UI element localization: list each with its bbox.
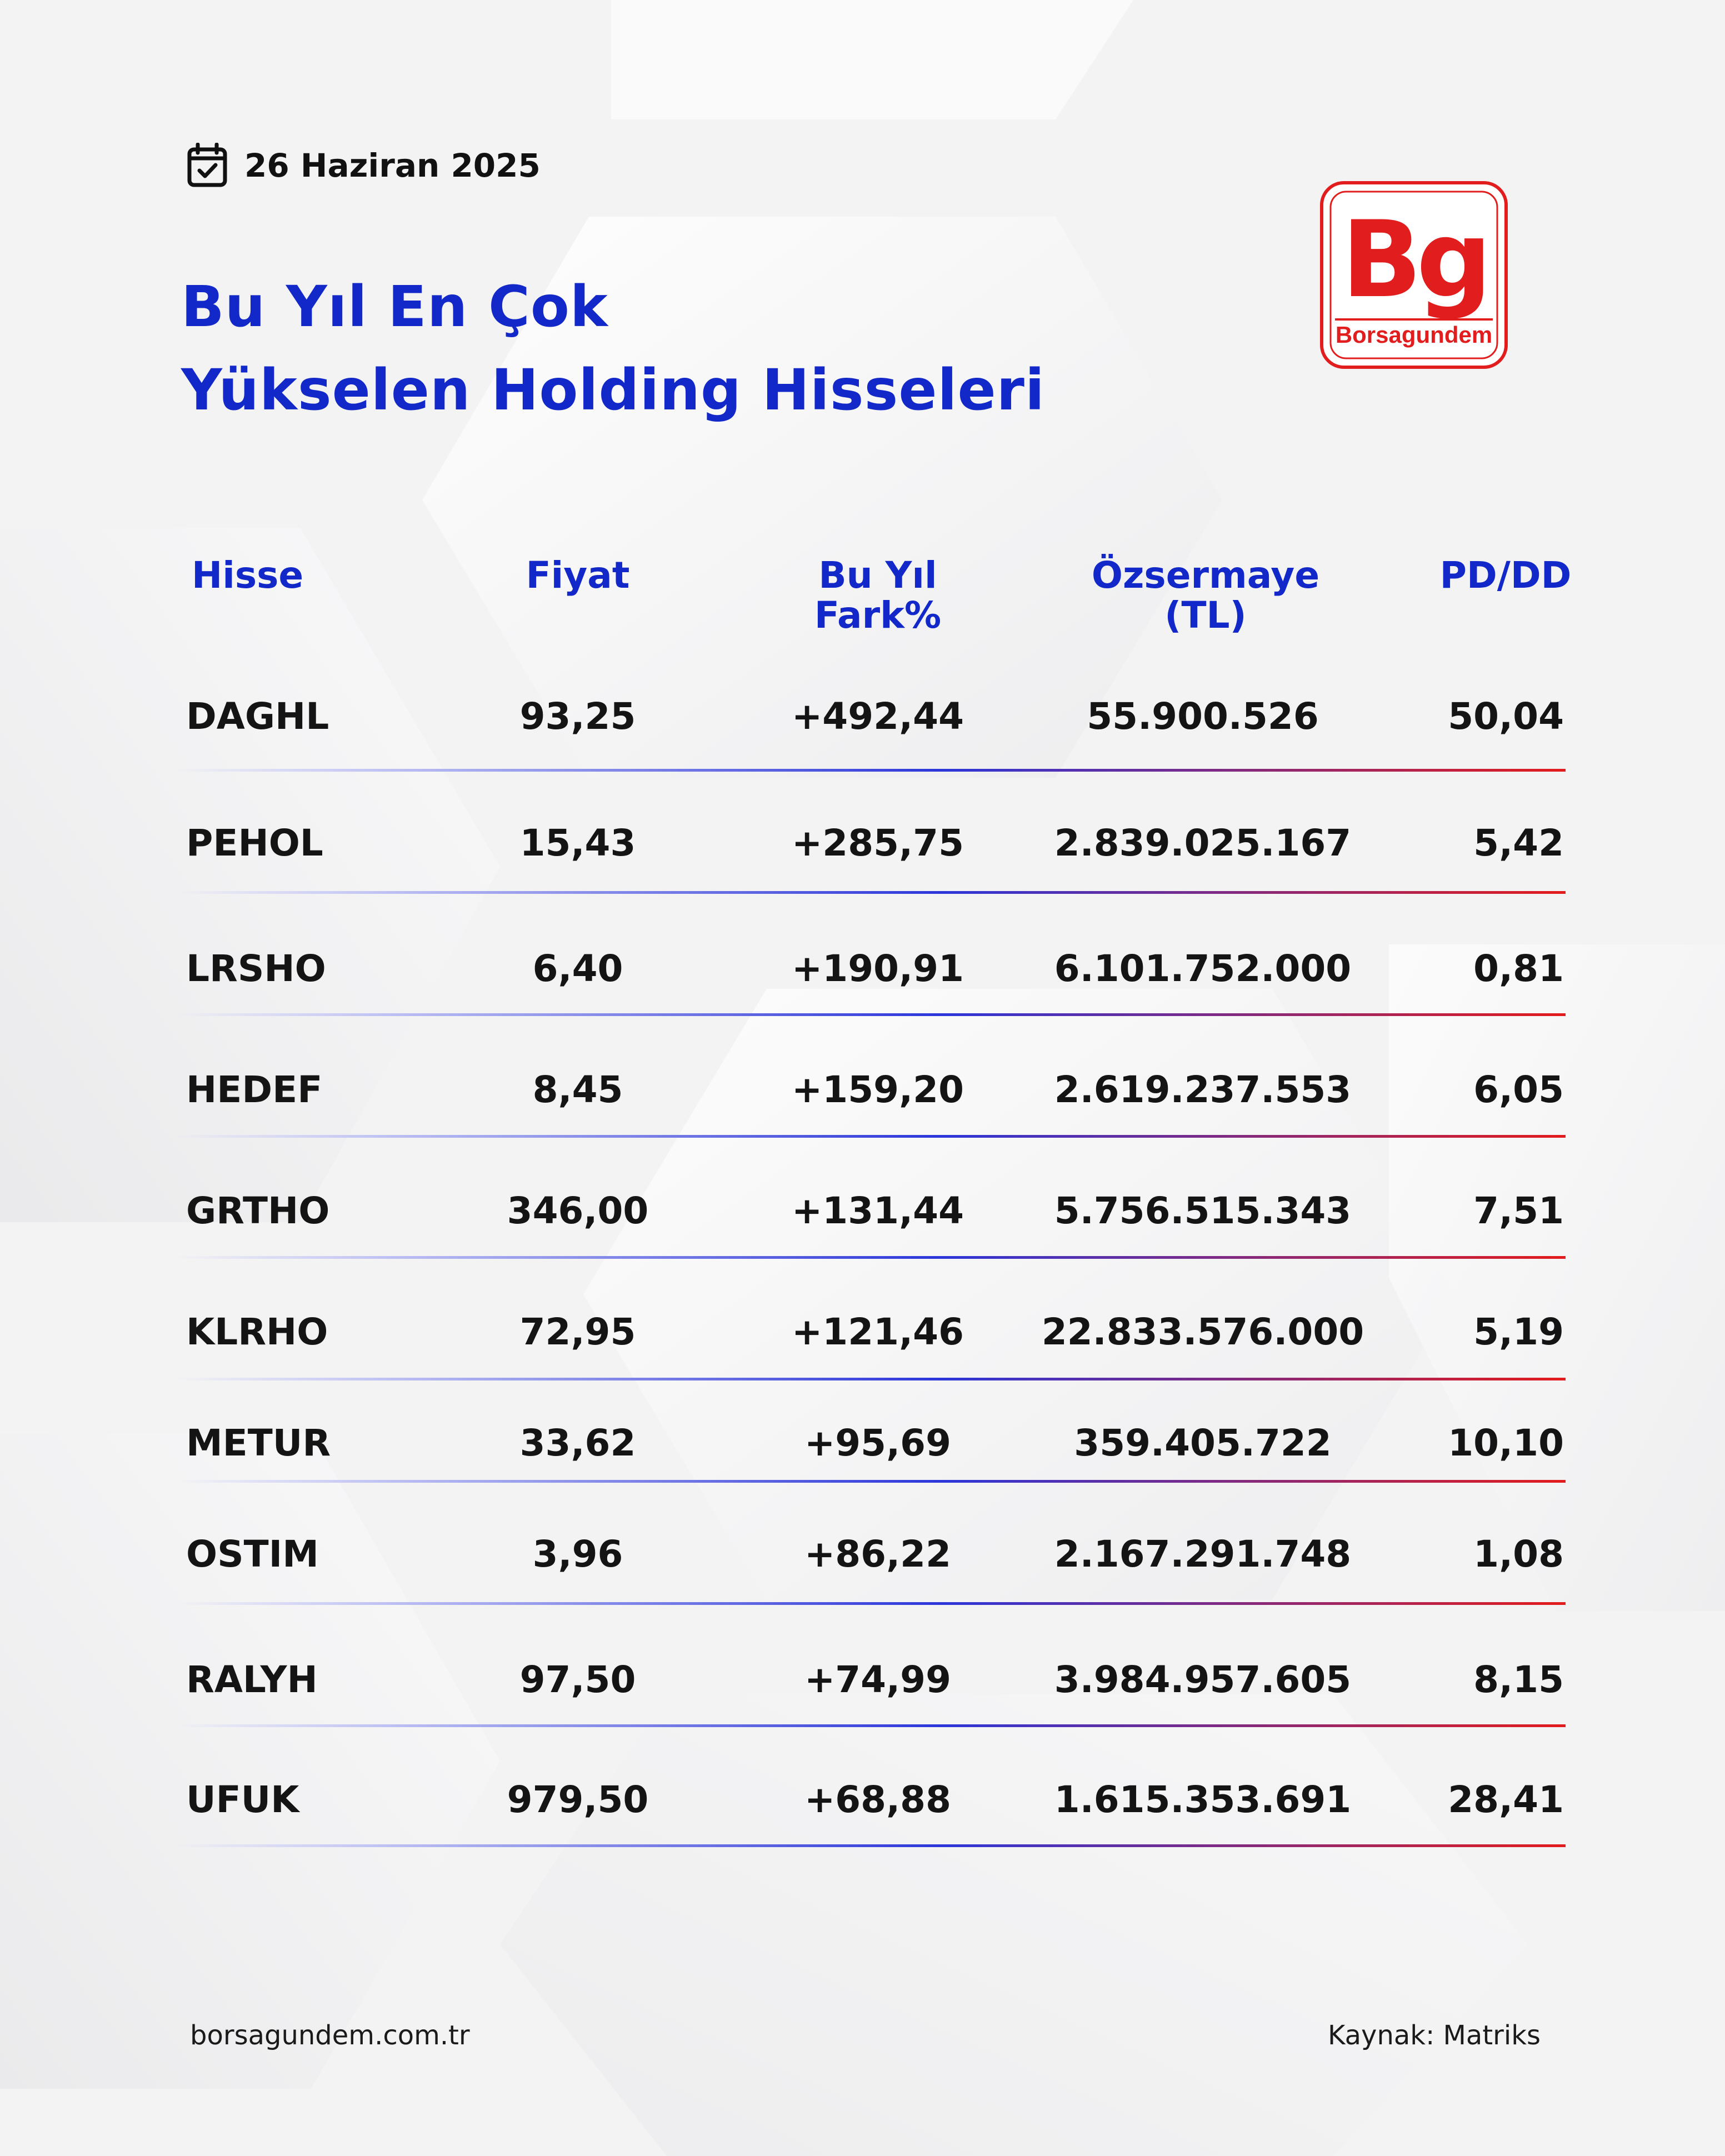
cell-fiyat: 93,25 [519,695,636,738]
row-separator [177,891,1566,894]
cell-fark: +95,69 [804,1422,952,1464]
page-title [181,266,1045,432]
cell-pddd: 0,81 [1473,947,1564,990]
header-ozsermaye-line2: (TL) [1164,594,1247,637]
cell-fark: +285,75 [792,822,964,864]
cell-pddd: 6,05 [1473,1068,1564,1111]
row-separator [177,1480,1566,1483]
header-hisse-label: Hisse [192,554,304,597]
header-ozsermaye [1061,556,1350,636]
cell-hisse: LRSHO [186,947,326,990]
cell-hisse: OSTIM [186,1533,319,1575]
header-fark-line1: Bu Yıl [818,554,937,597]
cell-fiyat: 97,50 [519,1658,636,1701]
date-row [187,138,541,193]
cell-fark: +68,88 [804,1778,952,1821]
borsagundem-logo [1319,181,1508,369]
row-separator [177,1602,1566,1605]
header-hisse [192,556,303,596]
cell-fark: +492,44 [792,695,964,738]
row-separator [177,1844,1566,1847]
cell-pddd: 50,04 [1448,695,1564,738]
cell-hisse: HEDEF [186,1068,323,1111]
cell-hisse: RALYH [186,1658,318,1701]
header-fiyat-label: Fiyat [526,554,630,597]
cell-ozsermaye: 6.101.752.000 [1054,947,1352,990]
cell-hisse: UFUK [186,1778,299,1821]
table-row [0,1652,1725,1708]
cell-pddd: 7,51 [1473,1189,1564,1232]
cell-fiyat: 3,96 [532,1533,623,1575]
table-row [0,816,1725,871]
header-fark-line2: Fark% [814,594,942,637]
cell-ozsermaye: 3.984.957.605 [1054,1658,1352,1701]
cell-hisse: GRTHO [186,1189,330,1232]
date-text: 26 Haziran 2025 [244,147,541,184]
row-separator [177,1013,1566,1016]
cell-pddd: 5,19 [1473,1310,1564,1353]
title-line-1: Bu Yıl En Çok [181,274,608,340]
cell-fiyat: 979,50 [507,1778,649,1821]
cell-ozsermaye: 2.167.291.748 [1054,1533,1352,1575]
cell-fark: +121,46 [792,1310,964,1353]
logo-name: Borsagundem [1335,322,1493,348]
cell-fiyat: 15,43 [519,822,636,864]
cell-pddd: 10,10 [1448,1422,1564,1464]
cell-pddd: 1,08 [1473,1533,1564,1575]
title-line-2: Yükselen Holding Hisseleri [181,357,1045,423]
table-row [0,1304,1725,1360]
cell-fiyat: 33,62 [519,1422,636,1464]
cell-ozsermaye: 2.839.025.167 [1054,822,1352,864]
cell-hisse: DAGHL [186,695,329,738]
row-separator [177,1135,1566,1138]
cell-hisse: METUR [186,1422,331,1464]
cell-pddd: 5,42 [1473,822,1564,864]
cell-pddd: 8,15 [1473,1658,1564,1701]
cell-fark: +159,20 [792,1068,964,1111]
table-row [0,689,1725,744]
cell-ozsermaye: 1.615.353.691 [1054,1778,1352,1821]
cell-hisse: KLRHO [186,1310,328,1353]
cell-fark: +86,22 [804,1533,952,1575]
cell-pddd: 28,41 [1448,1778,1564,1821]
cell-fiyat: 8,45 [532,1068,623,1111]
cell-fiyat: 72,95 [519,1310,636,1353]
cell-ozsermaye: 55.900.526 [1087,695,1319,738]
cell-fiyat: 346,00 [507,1189,649,1232]
cell-fark: +190,91 [792,947,964,990]
row-separator [177,769,1566,772]
cell-ozsermaye: 22.833.576.000 [1041,1310,1364,1353]
cell-fiyat: 6,40 [532,947,623,990]
footer-source: Kaynak: Matriks [1328,2020,1541,2051]
row-separator [177,1378,1566,1380]
calendar-check-icon [187,143,228,188]
row-separator [177,1256,1566,1259]
table-row [0,1415,1725,1471]
header-fark [794,556,961,636]
cell-ozsermaye: 359.405.722 [1074,1422,1332,1464]
logo-mark: Bg [1341,198,1487,321]
header-ozsermaye-line1: Özsermaye [1091,554,1320,597]
table-row [0,941,1725,997]
table-row [0,1062,1725,1118]
header-pddd-label: PD/DD [1439,554,1572,597]
table-row [0,1183,1725,1239]
cell-fark: +131,44 [792,1189,964,1232]
header-pddd [1422,556,1589,596]
table-row [0,1772,1725,1828]
header-fiyat [500,556,656,596]
cell-ozsermaye: 5.756.515.343 [1054,1189,1352,1232]
row-separator [177,1724,1566,1727]
footer-site: borsagundem.com.tr [190,2020,470,2051]
cell-fark: +74,99 [804,1658,952,1701]
table-row [0,1527,1725,1582]
cell-ozsermaye: 2.619.237.553 [1054,1068,1352,1111]
cell-hisse: PEHOL [186,822,323,864]
